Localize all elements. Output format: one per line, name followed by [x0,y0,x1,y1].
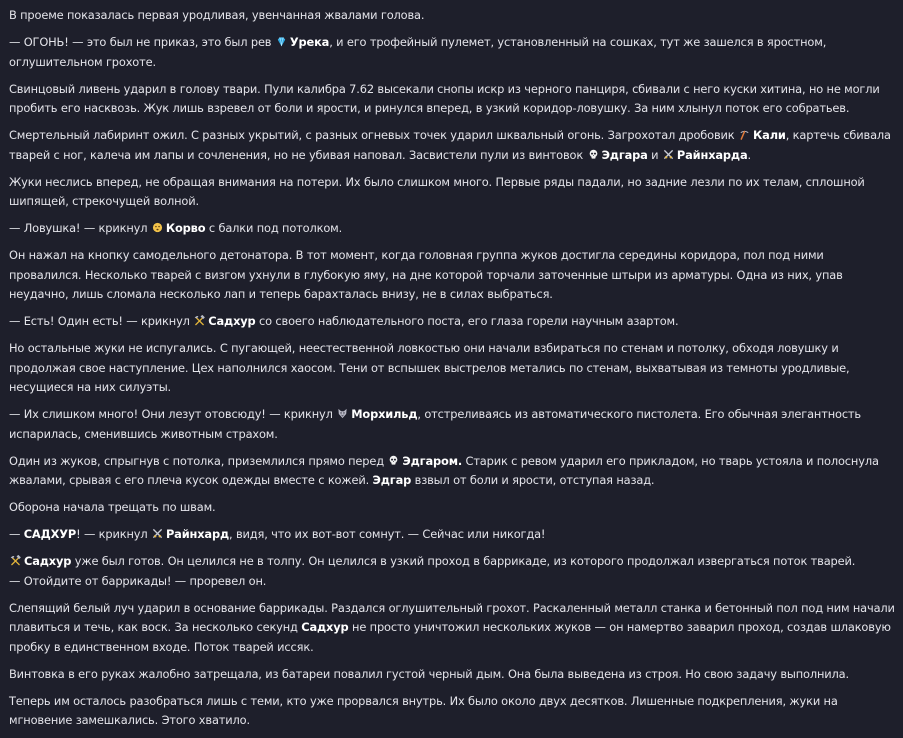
story-paragraph [9,665,897,684]
story-paragraph [9,525,897,544]
paragraph-text: Один из жуков, спрыгнув с потолка, приземлился прямо перед [9,453,388,468]
paragraph-text: Оборона начала трещать по швам. [9,500,216,515]
character-name: Эдгара [601,147,648,162]
story-paragraph [9,33,897,72]
character-name: Райнхарда [676,147,748,162]
paragraph-text: Жуки неслись вперед, не обращая внимания на потери. Их было слишком много. Первые ряды падали, но задние лезли по их телам, сплошной шипящей, стрекочущей волной. [9,174,865,208]
story-paragraph [9,6,897,25]
paragraph-text: Он нажал на кнопку самодельного детонатора. В тот момент, когда головная группа жуков достигла середины коридора, пол под ними провалился. Несколько тварей с визгом ухнули в глубокую яму, на дне которой торчали заточенные штыри из арматуры. Одна из них, упав неудачно, лишь сломала несколько лап и теперь барахталась внизу, не в силах выбраться. [9,248,843,301]
story-paragraph [9,219,897,238]
story-paragraph [9,599,897,657]
hammer-pick-icon [194,315,205,326]
paragraph-text: не просто уничтожил нескольких жуков — он намертво заварил проход, создав шлаковую пробку в единственном входе. Поток тварей иссяк. [9,620,891,654]
character-name: Эдгаром. [402,453,463,468]
crossed-swords-icon [152,528,163,539]
character-name: Садхур [301,620,349,635]
paragraph-text: — ОГОНЬ! — это был не приказ, это был рев [9,35,275,50]
story-paragraph [9,405,897,444]
paragraph-text: взвыл от боли и ярости, отступая назад. [411,473,655,487]
skull-icon [588,149,599,160]
story-text [9,6,897,738]
paragraph-text: ! — крикнул [76,527,151,542]
paragraph-text: , видя, что их вот-вот сомнут. — Сейчас или никогда! [229,527,546,542]
character-name: Эдгар [372,473,412,487]
paragraph-text: В проеме показалась первая уродливая, увенчанная жвалами голова. [9,8,425,22]
paragraph-text: Слепящий белый луч ударил в основание баррикады. Раздался оглушительный грохот. Раскаленный металл станка и бетонный пол под ним начали плавиться и течь, как воск. За несколько секунд [9,600,895,635]
paragraph-text: — Их слишком много! Они лезут отовсюду! — крикнул [9,407,337,422]
pickaxe-icon [739,129,750,140]
wolf-icon [337,408,348,419]
paragraph-text: Свинцовый ливень ударил в голову твари. Пули калибра 7.62 высекали снопы искр из черного панциря, сбивали с него куски хитина, но не могли пробить его насквозь. Жук лишь взревел от боли и ярости, и ринулся вперед, в узкий коридор-ловушку. За ним хлынул поток его собратьев. [9,81,880,115]
paragraph-text: Смертельный лабиринт ожил. С разных укрытий, с разных огневых точек ударил шквальный огонь. Загрохотал дробовик [9,128,738,143]
paragraph-text: Винтовка в его руках жалобно затрещала, из батареи повалил густой черный дым. Она была выведена из строя. Но свою задачу выполнила. [9,666,849,681]
story-paragraph [9,312,897,331]
story-paragraph [9,452,897,491]
paragraph-text: Теперь им осталось разобраться лишь с теми, кто уже прорвался внутрь. Их было около двух десятков. Лишенные подкрепления, жуки на мгновение замешкались. Этого хватило. [9,693,838,728]
paragraph-text: . [747,147,751,162]
story-paragraph [9,692,897,731]
character-name: Кали [753,128,786,143]
paragraph-text: — [9,527,24,542]
crossed-swords-icon [663,149,674,160]
story-paragraph [9,339,897,397]
paragraph-text: с балки под потолком. [205,221,343,236]
character-name: Садхур [24,554,72,569]
character-name: Морхильд [351,407,418,422]
diamond-icon [276,36,287,47]
paragraph-text: и [647,147,662,162]
hammer-pick-icon [10,555,21,566]
story-paragraph [9,498,897,517]
character-name: САДХУР [23,527,77,542]
paragraph-text: — Ловушка! — крикнул [9,221,151,236]
character-name: Урека [289,35,330,50]
character-name: Садхур [208,314,256,329]
paragraph-text: уже был готов. Он целился не в толпу. Он целился в узкий проход в баррикаде, из которого продолжал извергаться поток тварей. [71,554,856,569]
story-paragraph [9,80,897,119]
story-paragraph [9,173,897,212]
story-paragraph [9,126,897,165]
paragraph-text: , картечь сбивала тварей с ног, калеча им лапы и сочленения, но не убивая наповал. Засвистели пули из винтовок [9,128,891,162]
paragraph-text: — Отойдите от баррикады! — проревел он. [9,573,267,588]
story-paragraph [9,246,897,304]
paragraph-text: , отстреливаясь из автоматического пистолета. Его обычная элегантность испарилась, сменившись животным страхом. [9,407,861,441]
character-name: Корво [165,221,206,236]
skull-icon [388,455,399,466]
character-name: Райнхард [165,527,230,542]
paragraph-text: , и его трофейный пулемет, установленный на сошках, тут же зашелся в яростном, оглушительном грохоте. [9,35,827,69]
paragraph-text: Но остальные жуки не испугались. С пугающей, неестественной ловкостью они начали взбираться по стенам и потолку, обходя ловушку и продолжая свое наступление. Цех наполнился хаосом. Тени от вспышек выстрелов метались по стенам, выхватывая из темноты уродливые, несущиеся на них силуэты. [9,341,850,394]
paragraph-text: — Есть! Один есть! — крикнул [9,314,194,329]
face-icon [152,222,163,233]
story-paragraph [9,552,897,591]
paragraph-text: со своего наблюдательного поста, его глаза горели научным азартом. [255,314,679,329]
paragraph-text: Старик с ревом ударил его прикладом, но тварь устояла и полоснула жвалами, срывая с его плеча кусок одежды вместе с кожей. [9,453,879,487]
